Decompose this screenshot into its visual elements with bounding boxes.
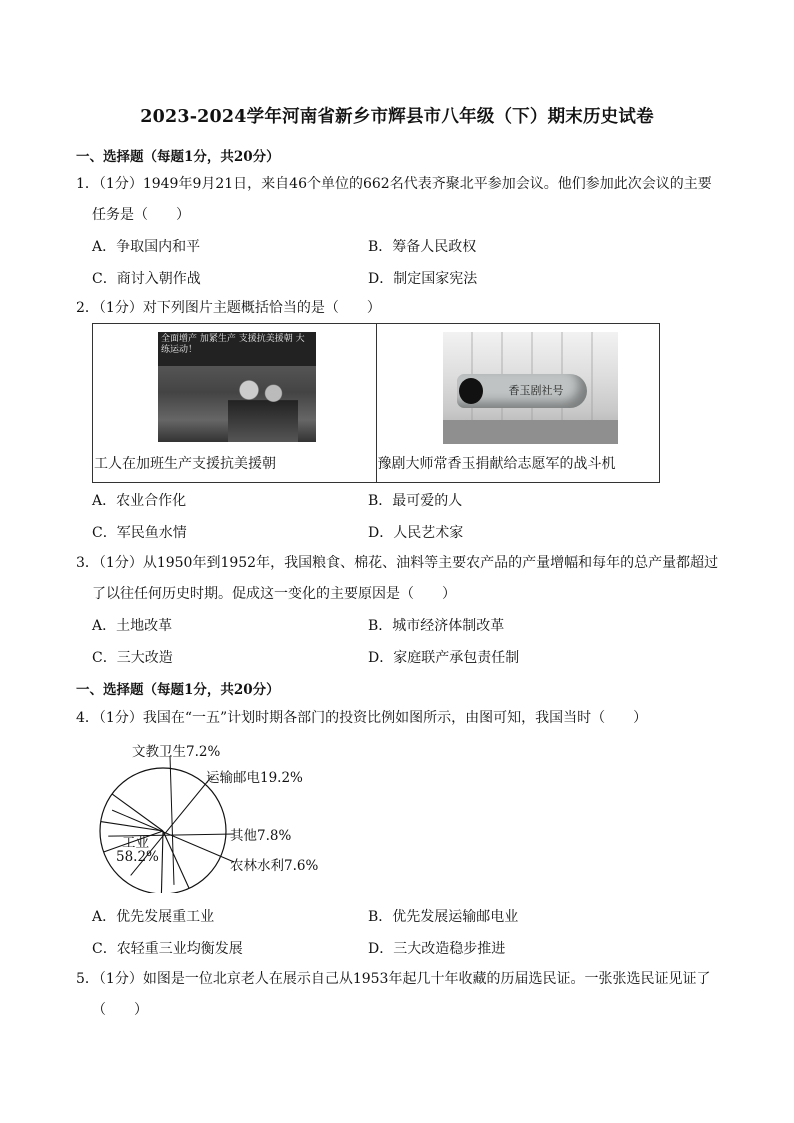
- question-2: [76, 298, 722, 318]
- q2-option-a[interactable]: A．农业合作化: [92, 493, 187, 509]
- question-5-stem: 5．（1分）如图是一位北京老人在展示自己从1953年起几十年收藏的历届选民证。一张张选民证见证了: [76, 971, 711, 987]
- hangar-floor: [443, 420, 618, 444]
- pie-label-yunshu: 运输邮电19.2%: [206, 770, 303, 786]
- question-4-stem: 4．（1分）我国在“一五”计划时期各部门的投资比例如图所示，由图可知，我国当时（ ）: [76, 710, 648, 726]
- q1-option-b[interactable]: B．筹备人民政权: [368, 239, 477, 255]
- page-title: 2023-2024学年河南省新乡市辉县市八年级（下）期末历史试卷: [140, 107, 654, 127]
- pie-chart: [92, 738, 337, 893]
- section-heading-2: 一、选择题（每题1分，共20分）: [76, 682, 280, 698]
- workers-figure: [228, 377, 298, 442]
- jet-label: 香玉剧社号: [508, 384, 564, 397]
- q2-right-caption: 豫剧大师常香玉捐献给志愿军的战斗机: [377, 456, 616, 472]
- question-3: [76, 553, 722, 604]
- question-2-stem: 2．（1分）对下列图片主题概括恰当的是（ ）: [76, 300, 381, 316]
- q4-option-c[interactable]: C．农轻重三业均衡发展: [92, 941, 243, 957]
- fighter-jet-photo: [443, 332, 618, 444]
- pie-label-wenjiao: 文教卫生7.2%: [132, 744, 221, 760]
- q3-option-a[interactable]: A．土地改革: [92, 618, 173, 634]
- question-4: [76, 708, 722, 728]
- question-3-stem: 3．（1分）从1950年到1952年，我国粮食、棉花、油料等主要农产品的产量增幅和每年的总产量都超过: [76, 555, 719, 571]
- section-heading-1: 一、选择题（每题1分，共20分）: [76, 149, 280, 165]
- question-5-stem-cont: （ ）: [92, 1002, 148, 1018]
- question-1: [76, 174, 722, 225]
- q4-option-b[interactable]: B．优先发展运输邮电业: [368, 909, 519, 925]
- q4-option-a[interactable]: A．优先发展重工业: [92, 909, 215, 925]
- photo-banner: 全面增产 加紧生产 支援抗美援朝 大练运动！: [158, 332, 316, 366]
- q2-left-cell: [93, 324, 377, 483]
- question-5: [76, 969, 722, 1020]
- q3-option-d[interactable]: D．家庭联产承包责任制: [368, 650, 520, 666]
- q1-option-d[interactable]: D．制定国家宪法: [368, 271, 478, 287]
- jet-intake: [459, 378, 483, 404]
- question-3-stem-cont: 了以往任何历史时期。促成这一变化的主要原因是（ ）: [92, 586, 456, 602]
- pie-label-nonglin: 农林水利7.6%: [230, 858, 319, 874]
- q2-left-caption: 工人在加班生产支援抗美援朝: [94, 456, 276, 472]
- q1-option-a[interactable]: A．争取国内和平: [92, 239, 201, 255]
- question-1-stem-cont: 任务是（ ）: [92, 207, 190, 223]
- q2-option-c[interactable]: C．军民鱼水情: [92, 525, 187, 541]
- q2-option-b[interactable]: B．最可爱的人: [368, 493, 463, 509]
- workers-photo: [158, 332, 316, 442]
- pie-label-gongye-value: 58.2%: [116, 849, 159, 865]
- q4-option-d[interactable]: D．三大改造稳步推进: [368, 941, 506, 957]
- q2-option-d[interactable]: D．人民艺术家: [368, 525, 464, 541]
- question-1-stem: 1．（1分）1949年9月21日，来自46个单位的662名代表齐聚北平参加会议。他们参加此次会议的主要: [76, 176, 712, 192]
- q2-image-table: [92, 323, 660, 483]
- q1-option-c[interactable]: C．商讨入朝作战: [92, 271, 201, 287]
- pie-label-gongye: 工业: [122, 835, 149, 851]
- q2-right-cell: [376, 324, 660, 483]
- q3-option-c[interactable]: C．三大改造: [92, 650, 173, 666]
- pie-label-qita: 其他7.8%: [230, 828, 292, 844]
- q3-option-b[interactable]: B．城市经济体制改革: [368, 618, 505, 634]
